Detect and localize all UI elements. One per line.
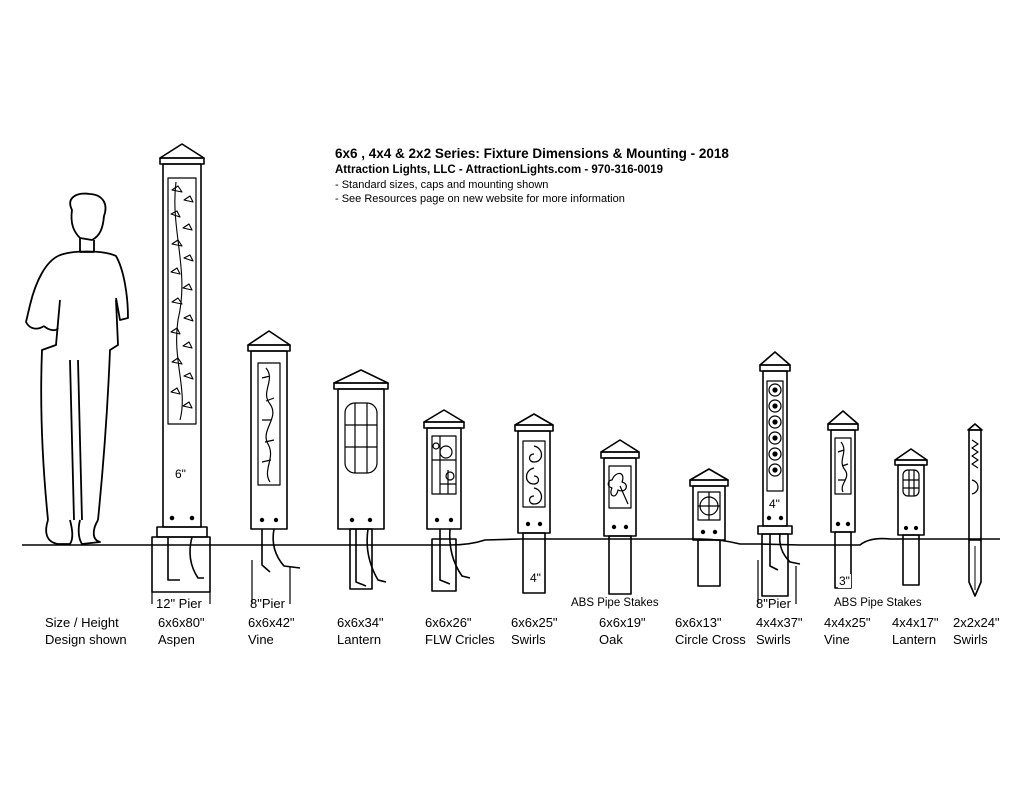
fixture-circle-cross-13 (690, 469, 728, 586)
note-resources: - See Resources page on new website for more information (335, 193, 625, 205)
flw-pattern (432, 436, 456, 494)
fixture-design: Aspen (158, 632, 195, 647)
fixture-size: 6x6x42" (248, 615, 295, 630)
width-label-4in-b: 4" (769, 497, 780, 511)
fixture-design: Swirls (511, 632, 546, 647)
circle-cross-pattern (698, 492, 720, 520)
abs-pipe-stakes-label-2: ABS Pipe Stakes (834, 597, 922, 609)
aspen-leaf-pattern (171, 182, 193, 420)
width-label-4in-a: 4" (530, 571, 541, 585)
fixture-size: 4x4x17" (892, 615, 939, 630)
fixture-size: 6x6x34" (337, 615, 384, 630)
fixture-swirls-4x4-37 (758, 352, 800, 596)
fixture-size: 6x6x19" (599, 615, 646, 630)
fixture-design: FLW Cricles (425, 632, 495, 647)
lantern-grid-small (903, 470, 919, 496)
fixture-lantern-4x4-17 (895, 449, 927, 585)
fixture-oak-19 (601, 440, 639, 594)
swirl-rings (769, 384, 781, 476)
design-shown-legend: Design shown (45, 632, 127, 647)
fixture-flw-circles-26 (424, 410, 470, 591)
fixture-swirls-2x2-24 (968, 424, 982, 596)
fixture-size: 2x2x24" (953, 615, 1000, 630)
fixture-swirls-25 (515, 414, 553, 593)
page-title: 6x6 , 4x4 & 2x2 Series: Fixture Dimensions & Mounting - 2018 (335, 146, 729, 161)
fixture-size: 6x6x25" (511, 615, 558, 630)
swirl-pattern (527, 446, 542, 504)
fixture-design: Lantern (337, 632, 382, 647)
note-standard-sizes: - Standard sizes, caps and mounting shown (335, 179, 549, 191)
oak-leaf-pattern (608, 473, 628, 504)
fixture-design: Oak (599, 632, 623, 647)
fixture-vine-4x4-25 (828, 411, 858, 588)
fixture-design: Vine (248, 632, 274, 647)
fixture-design: Circle Cross (675, 632, 746, 647)
pier-8b-label: 8"Pier (756, 596, 791, 611)
person-figure (26, 194, 128, 544)
fixture-size: 4x4x37" (756, 615, 803, 630)
lantern-grid (345, 403, 377, 473)
abs-pipe-stakes-label: ABS Pipe Stakes (571, 597, 659, 609)
vine-pattern-small (838, 442, 848, 492)
fixture-size: 4x4x25" (824, 615, 871, 630)
fixture-design: Lantern (892, 632, 937, 647)
fixture-size: 6x6x13" (675, 615, 722, 630)
vine-pattern (262, 368, 274, 482)
swirl-pattern-thin (972, 440, 978, 494)
fixture-vine-42 (248, 331, 300, 572)
fixture-lantern-34 (334, 370, 388, 589)
pier-8-label: 8"Pier (250, 596, 285, 611)
fixture-design: Swirls (756, 632, 791, 647)
company-line: Attraction Lights, LLC - AttractionLights.com - 970-316-0019 (335, 164, 664, 176)
pier-12-label: 12" Pier (156, 596, 202, 611)
fixture-design: Swirls (953, 632, 988, 647)
fixture-size: 6x6x26" (425, 615, 472, 630)
width-label-6in: 6" (175, 467, 186, 481)
fixture-design: Vine (824, 632, 850, 647)
size-height-legend: Size / Height (45, 615, 119, 630)
width-label-3in: 3" (839, 574, 850, 588)
fixture-size: 6x6x80" (158, 615, 205, 630)
fixture-aspen-80 (152, 144, 210, 592)
